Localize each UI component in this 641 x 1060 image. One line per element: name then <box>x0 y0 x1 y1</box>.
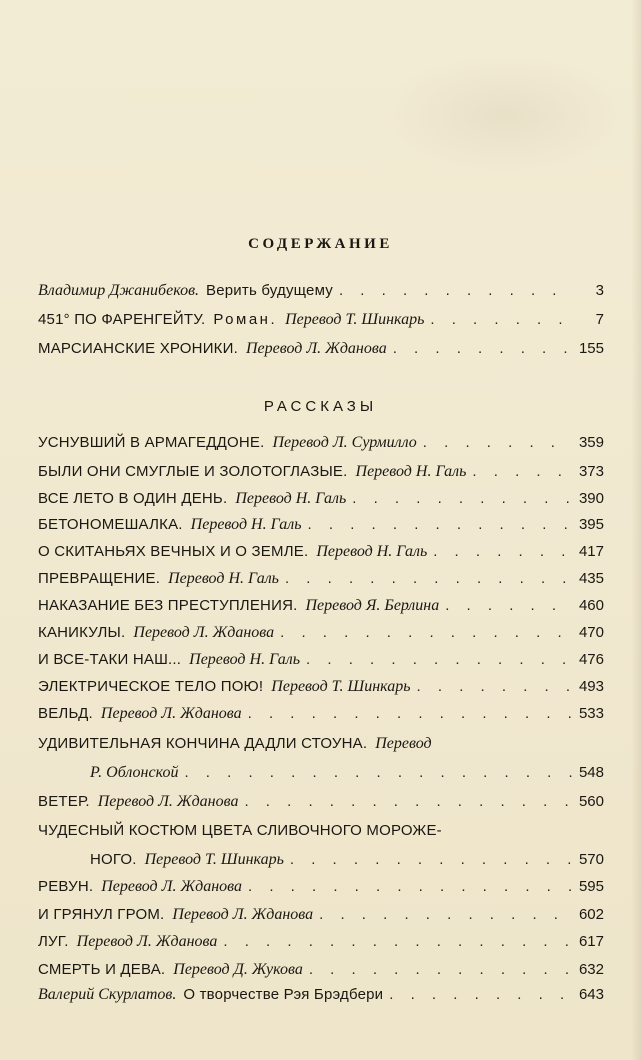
leader-dots <box>223 933 572 950</box>
entry-title: РЕВУН. <box>38 878 94 895</box>
toc-heading: СОДЕРЖАНИЕ <box>248 236 393 252</box>
entry-page: 460 <box>578 597 604 614</box>
toc-entry <box>38 906 604 930</box>
entry-title: Верить будущему <box>206 282 333 299</box>
entry-page: 617 <box>578 933 604 950</box>
entry-translator: Перевод Н. Галь <box>168 570 279 587</box>
entry-translator: Перевод <box>375 735 432 752</box>
leader-dots <box>319 906 572 923</box>
leader-dots <box>352 490 572 507</box>
toc-entry <box>38 543 604 567</box>
entry-translator: Перевод Н. Галь <box>190 516 302 533</box>
toc-entry <box>38 340 604 364</box>
toc-entry <box>38 282 604 306</box>
entry-page: 359 <box>578 434 604 451</box>
toc-entry <box>38 434 604 458</box>
leader-dots <box>472 463 572 480</box>
entry-translator: Перевод Т. Шинкарь <box>144 851 284 868</box>
toc-entry <box>38 597 604 621</box>
entry-translator: Перевод Л. Сурмилло <box>272 434 417 451</box>
entry-page: 595 <box>578 878 604 895</box>
toc-entry <box>38 516 604 540</box>
entry-title: ВЕЛЬД. <box>38 705 93 722</box>
entry-page: 390 <box>578 490 604 507</box>
leader-dots <box>423 434 572 451</box>
entry-translator: Перевод Н. Галь <box>189 651 301 668</box>
entry-translator: Перевод Н. Галь <box>316 543 428 560</box>
leader-dots <box>248 705 572 722</box>
entry-title: ЭЛЕКТРИЧЕСКОЕ ТЕЛО ПОЮ! <box>38 678 264 695</box>
entry-translator: Перевод Л. Жданова <box>101 878 242 895</box>
bleed-through-shadow <box>380 55 630 175</box>
entry-title: 451° ПО ФАРЕНГЕЙТУ. <box>38 311 206 328</box>
entry-title: ВЕТЕР. <box>38 793 90 810</box>
entry-translator: Перевод Н. Галь <box>235 490 347 507</box>
entry-genre: Роман. <box>213 311 278 328</box>
toc-entry-continuation <box>90 764 604 788</box>
leader-dots <box>393 340 572 357</box>
entry-title: УСНУВШИЙ В АРМАГЕДДОНЕ. <box>38 434 265 451</box>
entry-title: И ГРЯНУЛ ГРОМ. <box>38 906 165 923</box>
toc-entry <box>38 311 604 335</box>
leader-dots <box>248 878 572 895</box>
entry-translator: Перевод Л. Жданова <box>133 624 275 641</box>
toc-entry <box>38 961 604 985</box>
entry-title: О творчестве Рэя Брэдбери <box>183 986 384 1003</box>
toc-entry <box>38 822 604 846</box>
entry-page: 570 <box>578 851 604 868</box>
leader-dots <box>306 651 572 668</box>
entry-translator: Перевод Л. Жданова <box>97 793 239 810</box>
entry-translator: Перевод Л. Жданова <box>76 933 218 950</box>
entry-translator: Перевод Л. Жданова <box>245 340 387 357</box>
leader-dots <box>433 543 572 560</box>
entry-title: НАКАЗАНИЕ БЕЗ ПРЕСТУПЛЕНИЯ. <box>38 597 298 614</box>
entry-page: 3 <box>595 282 604 299</box>
entry-page: 643 <box>578 986 604 1003</box>
toc-entry <box>38 986 604 1010</box>
toc-entry <box>38 570 604 594</box>
entry-page: 602 <box>578 906 604 923</box>
entry-title: УДИВИТЕЛЬНАЯ КОНЧИНА ДАДЛИ СТОУНА. <box>38 735 368 752</box>
entry-author: Владимир Джанибеков. <box>38 282 200 299</box>
entry-translator: Перевод Д. Жукова <box>173 961 303 978</box>
leader-dots <box>445 597 572 614</box>
entry-page: 435 <box>578 570 604 587</box>
toc-entry <box>38 490 604 514</box>
entry-title: ЧУДЕСНЫЙ КОСТЮМ ЦВЕТА СЛИВОЧНОГО МОРОЖЕ- <box>38 822 442 839</box>
entry-page: 493 <box>578 678 604 695</box>
toc-entry <box>38 678 604 702</box>
entry-page: 548 <box>578 764 604 781</box>
entry-translator: Перевод Л. Жданова <box>100 705 242 722</box>
section-heading: РАССКАЗЫ <box>263 398 378 415</box>
entry-translator: Перевод Л. Жданова <box>172 906 314 923</box>
leader-dots <box>184 764 572 781</box>
toc-entry <box>38 933 604 957</box>
entry-title: КАНИКУЛЫ. <box>38 624 126 641</box>
entry-title: ПРЕВРАЩЕНИЕ. <box>38 570 161 587</box>
entry-translator: Перевод Т. Шинкарь <box>271 678 411 695</box>
entry-translator: Перевод Н. Галь <box>355 463 467 480</box>
toc-entry <box>38 705 604 729</box>
page-edge-shadow <box>631 0 641 1060</box>
leader-dots <box>417 678 572 695</box>
entry-title: МАРСИАНСКИЕ ХРОНИКИ. <box>38 340 238 357</box>
entry-page: 560 <box>578 793 604 810</box>
toc-entry <box>38 463 604 487</box>
entry-page: 476 <box>578 651 604 668</box>
entry-title: ЛУГ. <box>38 933 69 950</box>
entry-translator: Р. Облонской <box>90 764 179 781</box>
leader-dots <box>244 793 572 810</box>
entry-title: О СКИТАНЬЯХ ВЕЧНЫХ И О ЗЕМЛЕ. <box>38 543 309 560</box>
entry-title: ВСЕ ЛЕТО В ОДИН ДЕНЬ. <box>38 490 228 507</box>
toc-entry <box>38 793 604 817</box>
entry-translator: Перевод Я. Берлина <box>305 597 440 614</box>
leader-dots <box>285 570 572 587</box>
toc-entry <box>38 735 604 759</box>
entry-page: 632 <box>578 961 604 978</box>
leader-dots <box>290 851 572 868</box>
entry-page: 155 <box>578 340 604 357</box>
entry-translator: Перевод Т. Шинкарь <box>285 311 425 328</box>
entry-page: 470 <box>578 624 604 641</box>
leader-dots <box>280 624 572 641</box>
entry-page: 7 <box>595 311 604 328</box>
toc-entry <box>38 878 604 902</box>
entry-page: 417 <box>578 543 604 560</box>
entry-title: СМЕРТЬ И ДЕВА. <box>38 961 166 978</box>
entry-page: 533 <box>578 705 604 722</box>
entry-author: Валерий Скурлатов. <box>38 986 177 1003</box>
entry-title: И ВСЕ-ТАКИ НАШ... <box>38 651 182 668</box>
toc-entry-continuation <box>90 851 604 875</box>
entry-page: 395 <box>578 516 604 533</box>
toc-entry <box>38 624 604 648</box>
entry-title: БЫЛИ ОНИ СМУГЛЫЕ И ЗОЛОТОГЛАЗЫЕ. <box>38 463 348 480</box>
leader-dots <box>308 516 572 533</box>
leader-dots <box>389 986 572 1003</box>
leader-dots <box>430 311 572 328</box>
entry-title: НОГО. <box>90 851 137 868</box>
leader-dots <box>309 961 572 978</box>
entry-title: БЕТОНОМЕШАЛКА. <box>38 516 183 533</box>
leader-dots <box>339 282 572 299</box>
entry-page: 373 <box>578 463 604 480</box>
toc-entry <box>38 651 604 675</box>
